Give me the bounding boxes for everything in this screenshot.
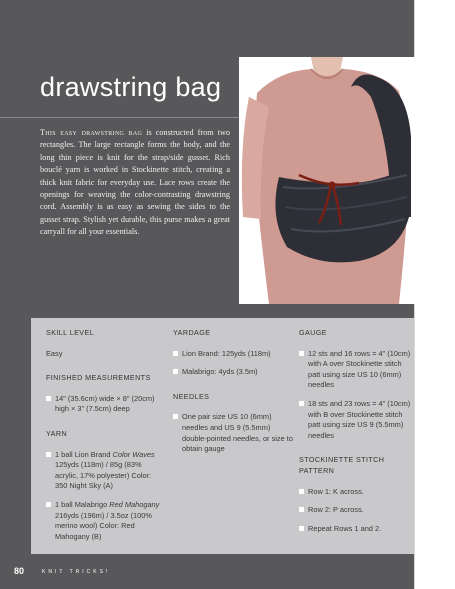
bullet-box-icon xyxy=(46,502,51,507)
title-rule xyxy=(0,117,239,118)
yarn-1-text: 1 ball Lion Brand xyxy=(55,449,113,459)
pattern-info-panel xyxy=(31,318,414,554)
gauge-heading: GAUGE xyxy=(299,328,327,337)
list-item xyxy=(299,524,411,535)
finished-measurements-value: 14" (35.6cm) wide × 8" (20cm) high × 3" (7.5cm) deep xyxy=(55,393,155,414)
list-item xyxy=(299,487,411,498)
bullet-box-icon xyxy=(173,369,178,374)
list-item xyxy=(173,412,293,454)
intro-body: is constructed from two rectangles. The large rectangle forms the body, and the long thin piece is knit for the strap/side gusset. Rich bouclé yarn is worked in Stockinette stitch, creating a thick knit fabric for everyday use. Lace rows create the openings for weaving the color-contrasting drawstring cord. Assembly is as easy as sewing the sides to the gusset strap. Stylish yet durable, this purse makes a great carryall for all your essentials. xyxy=(40,128,230,237)
yarn-2-text: 1 ball Malabrigo xyxy=(55,499,110,509)
bag-photo xyxy=(239,57,415,304)
yarn-2-detail: 216yds (196m) / 3.5oz (100% merino wool) Color: Red Mahogany (B) xyxy=(55,510,152,541)
bullet-box-icon xyxy=(299,489,304,494)
bullet-box-icon xyxy=(299,507,304,512)
list-item xyxy=(46,394,164,415)
yardage-heading: YARDAGE xyxy=(173,328,211,337)
bullet-box-icon xyxy=(173,351,178,356)
list-item xyxy=(299,349,411,391)
info-column-3 xyxy=(299,328,411,542)
intro-paragraph xyxy=(40,127,230,239)
running-head: KNIT TRICKS! xyxy=(42,569,111,575)
yarn-1-name: Color Waves xyxy=(112,449,155,459)
bullet-box-icon xyxy=(46,452,51,457)
list-item xyxy=(46,450,164,492)
bag-photo-illustration xyxy=(239,57,415,304)
skill-level-heading: SKILL LEVEL xyxy=(46,328,95,337)
bullet-box-icon xyxy=(173,414,178,419)
list-item xyxy=(173,349,293,360)
page-number: 80 xyxy=(14,566,25,576)
skill-level-value: Easy xyxy=(46,348,63,358)
list-item xyxy=(299,505,411,516)
yarn-1-detail: 125yds (118m) / 85g (83% acrylic, 17% polyester) Color: 350 Night Sky (A) xyxy=(55,460,152,491)
page-margin-strip xyxy=(414,0,455,589)
yardage-malabrigo: Malabrigo: 4yds (3.5m) xyxy=(182,367,258,377)
list-item xyxy=(299,399,411,441)
bullet-box-icon xyxy=(299,526,304,531)
info-column-2 xyxy=(173,328,293,463)
finished-measurements-heading: FINISHED MEASUREMENTS xyxy=(46,373,151,383)
info-column-1 xyxy=(46,328,164,550)
list-item xyxy=(46,500,164,542)
yarn-heading: YARN xyxy=(46,428,68,438)
yarn-2-name: Red Mahogany xyxy=(109,499,160,509)
bullet-box-icon xyxy=(299,401,304,406)
list-item xyxy=(173,367,293,378)
stockinette-heading: STOCKINETTE STITCH PATTERN xyxy=(299,455,385,475)
intro-lead: This easy drawstring bag xyxy=(40,128,143,137)
needles-value: One pair size US 10 (6mm) needles and US 9 (5.5mm) double-pointed needles, or size to obtain gauge xyxy=(182,412,293,454)
yardage-lion-brand: Lion Brand: 125yds (118m) xyxy=(182,348,271,358)
bullet-box-icon xyxy=(299,351,304,356)
needles-heading: NEEDLES xyxy=(173,391,210,401)
bullet-box-icon xyxy=(46,396,51,401)
page-title: drawstring bag xyxy=(40,72,222,102)
stockinette-row-1: Row 1: K across. xyxy=(308,486,364,496)
gauge-b: 18 sts and 23 rows = 4" (10cm) with B over Stockinette stitch patt using size US 9 (5.5mm) needles xyxy=(308,398,411,440)
gauge-a: 12 sts and 16 rows = 4" (10cm) with A over Stockinette stitch patt using size US 10 (6mm) needles xyxy=(308,348,411,390)
stockinette-repeat: Repeat Rows 1 and 2. xyxy=(308,523,382,533)
stockinette-row-2: Row 2: P across. xyxy=(308,505,364,515)
